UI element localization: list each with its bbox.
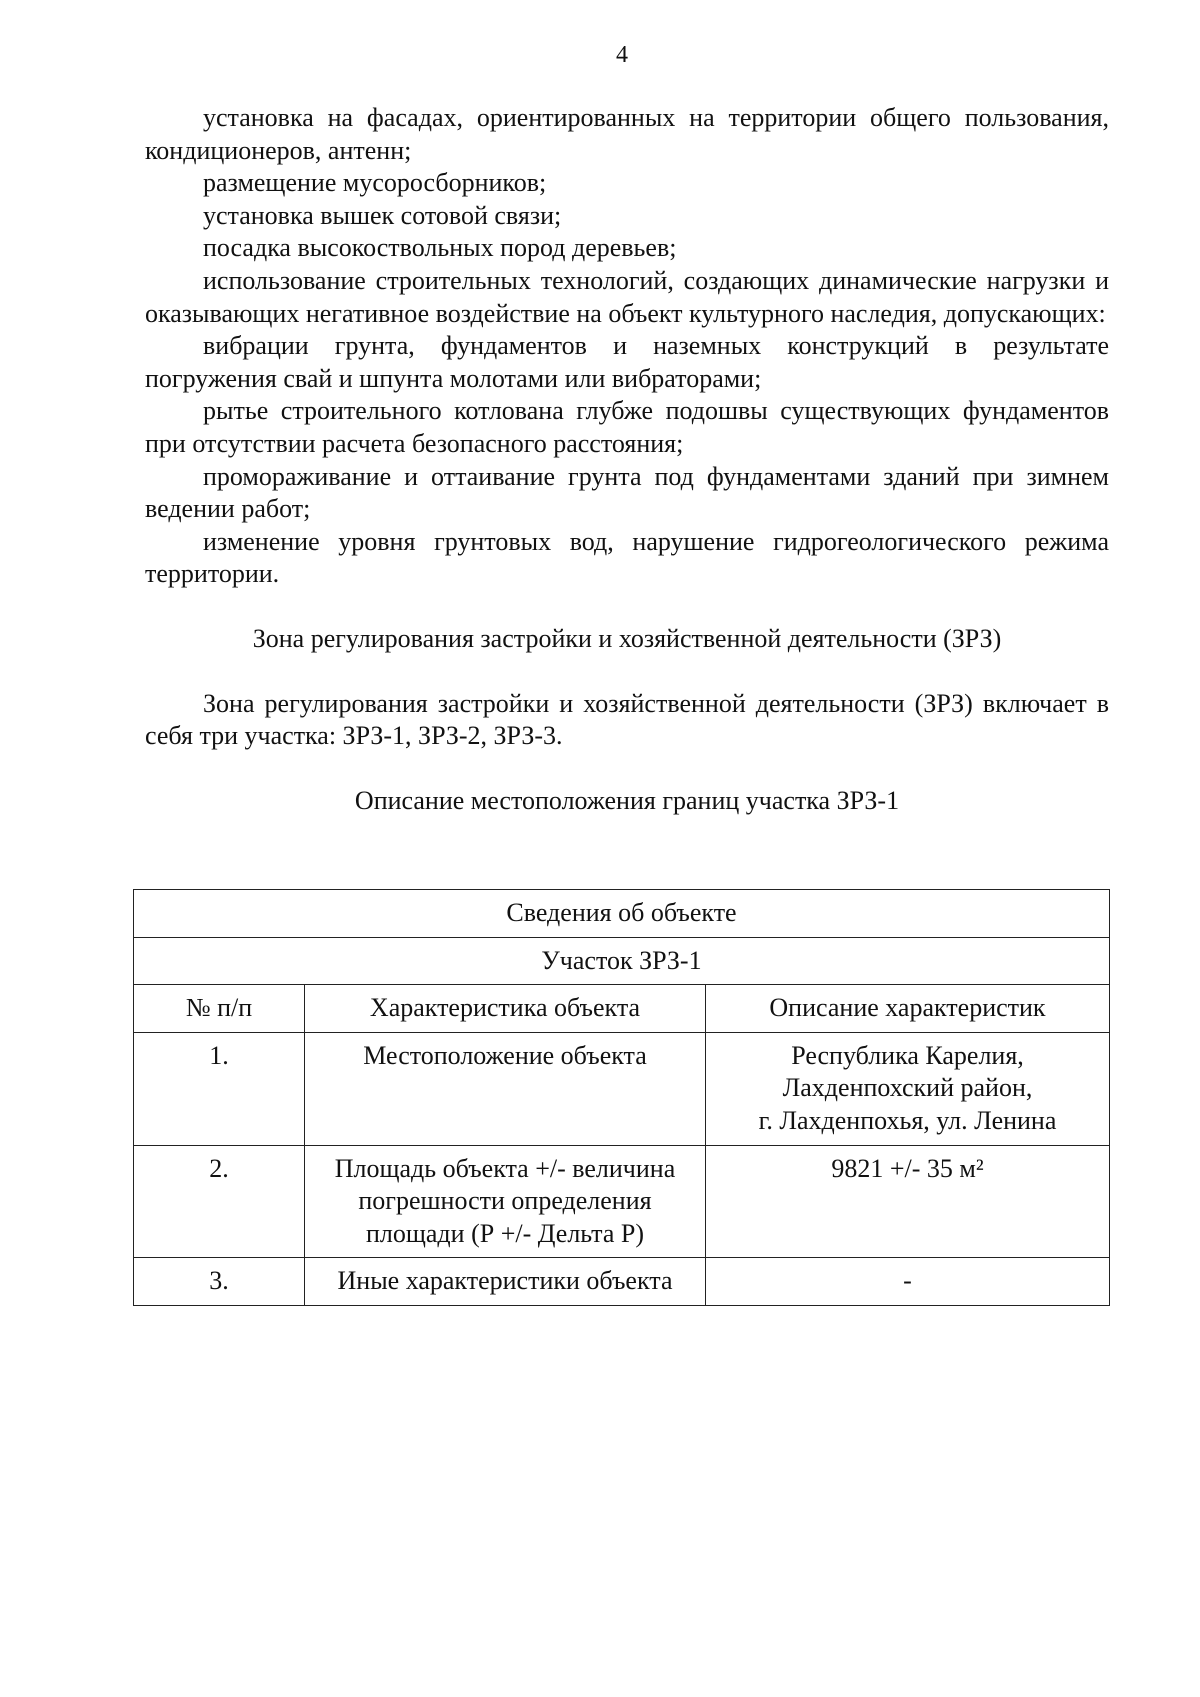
- paragraph: установка вышек сотовой связи;: [203, 200, 562, 230]
- characteristic-line: площади (Р +/- Дельта Р): [365, 1218, 645, 1248]
- table-row: [134, 1032, 1110, 1145]
- table-header-row: [134, 985, 1110, 1033]
- paragraph: вибрации грунта, фундаментов и наземных конструкций в результате погружения свай и шпунта молотами или вибраторами;: [145, 331, 1109, 393]
- row-number: 1.: [134, 1032, 305, 1145]
- table-caption: Описание местоположения границ участка ЗРЗ-1: [354, 785, 900, 815]
- table-subtitle: Участок ЗРЗ-1: [134, 937, 1110, 985]
- row-characteristic: Местоположение объекта: [305, 1032, 706, 1145]
- characteristic-line: Площадь объекта +/- величина: [334, 1153, 676, 1183]
- row-description: [706, 1032, 1110, 1145]
- page-number: 4: [616, 42, 628, 68]
- table-row: [134, 1145, 1110, 1258]
- characteristic-line: погрешности определения: [358, 1186, 652, 1216]
- paragraph: промораживание и оттаивание грунта под фундаментами зданий при зимнем ведении работ;: [145, 461, 1109, 524]
- row-characteristic: [305, 1145, 706, 1258]
- table-title-row: [134, 890, 1110, 938]
- description-line: Лахденпохский район,: [782, 1073, 1033, 1103]
- header-description: Описание характеристик: [706, 985, 1110, 1033]
- header-number: № п/п: [134, 985, 305, 1033]
- table-title: Сведения об объекте: [134, 890, 1110, 938]
- row-description: -: [706, 1258, 1110, 1306]
- row-characteristic: Иные характеристики объекта: [305, 1258, 706, 1306]
- section-heading: Зона регулирования застройки и хозяйственной деятельности (ЗРЗ): [252, 623, 1002, 653]
- section-text: Зона регулирования застройки и хозяйственной деятельности (ЗРЗ) включает в себя три участка: ЗРЗ-1, ЗРЗ-2, ЗРЗ-3.: [145, 688, 1109, 751]
- document-body: [145, 102, 1109, 847]
- row-number: 2.: [134, 1145, 305, 1258]
- paragraph: изменение уровня грунтовых вод, нарушение гидрогеологического режима территории.: [145, 526, 1109, 589]
- object-info-table: [133, 889, 1110, 1306]
- paragraph: рытье строительного котлована глубже подошвы существующих фундаментов при отсутствии расчета безопасного расстояния;: [145, 396, 1109, 458]
- paragraph: посадка высокоствольных пород деревьев;: [203, 233, 677, 263]
- paragraph: использование строительных технологий, создающих динамические нагрузки и оказывающих негативное воздействие на объект культурного наследия, допускающих:: [145, 265, 1109, 328]
- header-characteristic: Характеристика объекта: [305, 985, 706, 1033]
- table-row: [134, 1258, 1110, 1306]
- table-subtitle-row: [134, 937, 1110, 985]
- description-line: Республика Карелия,: [791, 1040, 1024, 1070]
- description-line: г. Лахденпохья, ул. Ленина: [758, 1105, 1057, 1135]
- row-number: 3.: [134, 1258, 305, 1306]
- paragraph: установка на фасадах, ориентированных на территории общего пользования, кондиционеров, антенн;: [145, 103, 1109, 165]
- row-description: 9821 +/- 35 м²: [706, 1145, 1110, 1258]
- paragraph: размещение мусоросборников;: [203, 168, 547, 198]
